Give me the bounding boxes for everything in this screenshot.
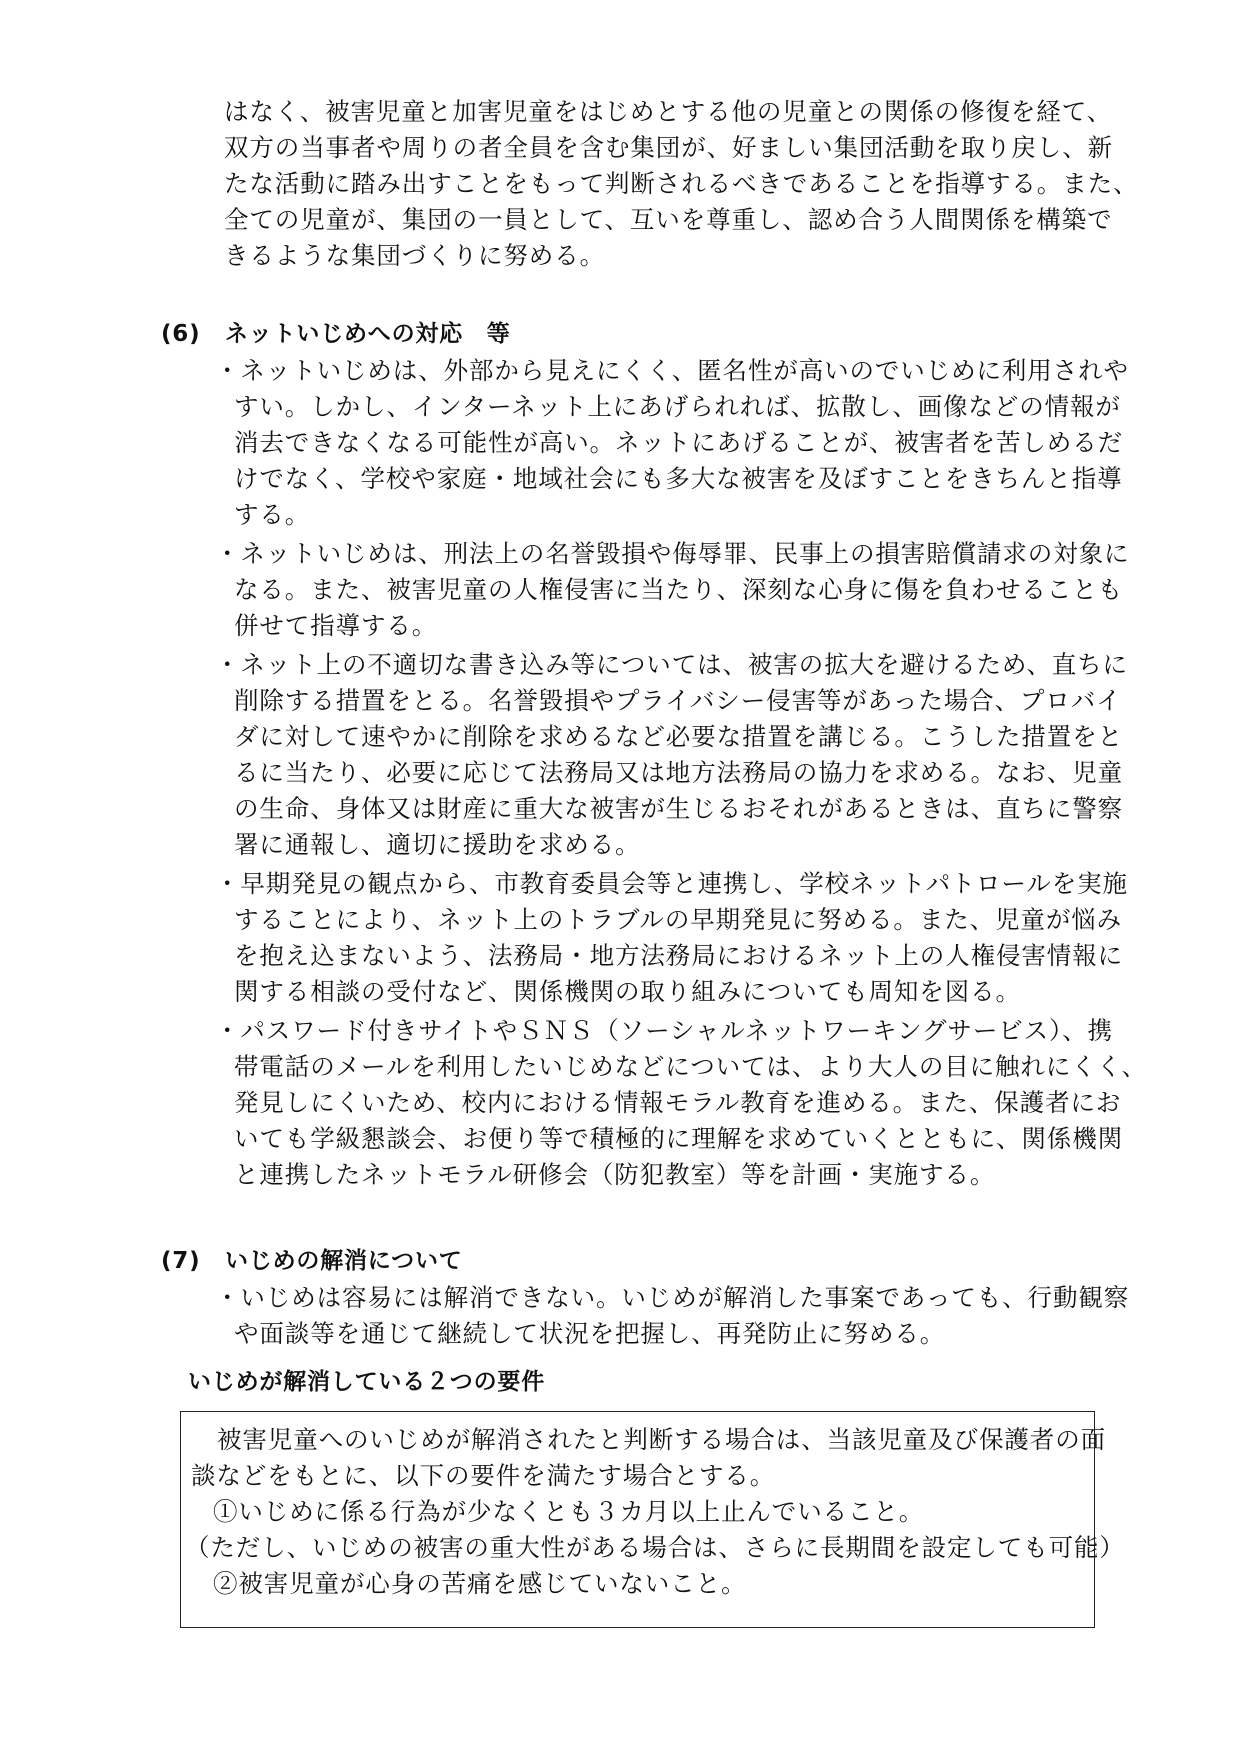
intro-line: 双方の当事者や周りの者全員を含む集団が、好ましい集団活動を取り戻し、新 [224, 133, 1113, 162]
bullet-line: ・ネット上の不適切な書き込み等については、被害の拡大を避けるため、直ちに [215, 650, 1128, 679]
intro-line: きるような集団づくりに努める。 [224, 241, 605, 270]
bullet-line: や面談等を通じて継続して状況を把握し、再発防止に努める。 [234, 1319, 946, 1348]
requirements-line: 談などをもとに、以下の要件を満たす場合とする。 [191, 1461, 776, 1490]
bullet-line: ・パスワード付きサイトやＳＮＳ（ソーシャルネットワーキングサービス）、携 [215, 1016, 1113, 1045]
bullet-line: することにより、ネット上のトラブルの早期発見に努める。また、児童が悩み [234, 905, 1123, 934]
requirements-line: ②被害児童が心身の苦痛を感じていないこと。 [213, 1569, 747, 1598]
requirements-box [180, 1411, 1125, 1628]
requirements-line: （ただし、いじめの被害の重大性がある場合は、さらに長期間を設定しても可能） [185, 1533, 1125, 1562]
bullet-line: すい。しかし、インターネット上にあげられれば、拡散し、画像などの情報が [234, 392, 1121, 421]
bullet-line: する。 [234, 500, 311, 529]
intro-line: 全ての児童が、集団の一員として、互いを尊重し、認め合う人間関係を構築で [224, 205, 1113, 234]
bullet-line: を抱え込まないよう、法務局・地方法務局におけるネット上の人権侵害情報に [234, 941, 1123, 970]
section6-number: (6) [161, 321, 201, 347]
intro-line: はなく、被害児童と加害児童をはじめとする他の児童との関係の修復を経て、 [224, 97, 1113, 126]
bullet-line: いても学級懇談会、お便り等で積極的に理解を求めていくとともに、関係機関 [234, 1124, 1123, 1153]
bullet-line: 関する相談の受付など、関係機関の取り組みについても周知を図る。 [234, 977, 1021, 1006]
section7-number: (7) [161, 1248, 201, 1274]
bullet-line: 併せて指導する。 [234, 611, 438, 640]
bullet-line: 帯電話のメールを利用したいじめなどについては、より大人の目に触れにくく、 [234, 1052, 1147, 1081]
bullet-line: ・いじめは容易には解消できない。いじめが解消した事案であっても、行動観察 [215, 1283, 1130, 1312]
intro-line: たな活動に踏み出すことをもって判断されるべきであることを指導する。また、 [224, 169, 1139, 198]
bullet-line: と連携したネットモラル研修会（防犯教室）等を計画・実施する。 [234, 1160, 996, 1189]
bullet-line: 消去できなくなる可能性が高い。ネットにあげることが、被害者を苦しめるだ [234, 428, 1123, 457]
bullet-line: ・ネットいじめは、外部から見えにくく、匿名性が高いのでいじめに利用されや [215, 356, 1129, 385]
requirements-title: いじめが解消している２つの要件 [188, 1369, 545, 1395]
bullet-line: の生命、身体又は財産に重大な被害が生じるおそれがあるときは、直ちに警察 [234, 794, 1123, 823]
bullet-line: けでなく、学校や家庭・地域社会にも多大な被害を及ぼすことをきちんと指導 [234, 464, 1123, 493]
bullet-line: ・ネットいじめは、刑法上の名誉毀損や侮辱罪、民事上の損害賠償請求の対象に [215, 539, 1130, 568]
requirements-line: ①いじめに係る行為が少なくとも３カ月以上止んでいること。 [213, 1497, 925, 1526]
bullet-line: ・早期発見の観点から、市教育委員会等と連携し、学校ネットパトロールを実施 [215, 869, 1128, 898]
section7-title: いじめの解消について [225, 1248, 463, 1274]
requirements-line: 被害児童へのいじめが解消されたと判断する場合は、当該児童及び保護者の面 [217, 1425, 1106, 1454]
bullet-line: ダに対して速やかに削除を求めるなど必要な措置を講じる。こうした措置をと [234, 722, 1123, 751]
bullet-line: るに当たり、必要に応じて法務局又は地方法務局の協力を求める。なお、児童 [234, 758, 1123, 787]
bullet-line: なる。また、被害児童の人権侵害に当たり、深刻な心身に傷を負わせることも [234, 575, 1123, 604]
bullet-line: 発見しにくいため、校内における情報モラル教育を進める。また、保護者にお [234, 1088, 1122, 1117]
section6-title: ネットいじめへの対応 等 [225, 321, 511, 347]
bullet-line: 削除する措置をとる。名誉毀損やプライバシー侵害等があった場合、プロバイ [234, 686, 1122, 715]
bullet-line: 署に通報し、適切に援助を求める。 [234, 830, 641, 859]
